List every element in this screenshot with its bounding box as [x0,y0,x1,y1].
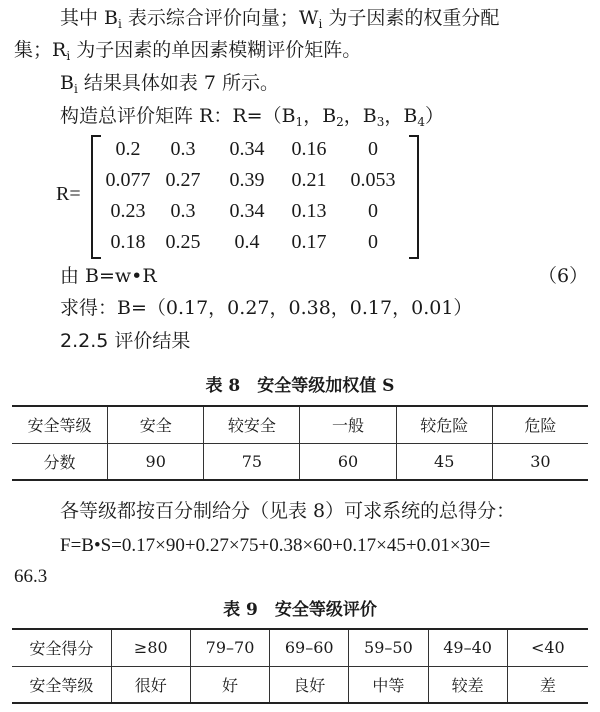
matrix-row [104,165,408,196]
subscript: i [318,17,323,31]
matrix-row [104,227,408,258]
matrix-cell: 0 [368,200,378,222]
table9-caption: 表 9 安全等级评价 [223,600,377,620]
text: 为子因素的权重分配 [322,7,500,29]
table8-caption: 表 8 安全等级加权值 S [205,376,395,396]
matrix-cell: 0.21 [291,169,327,191]
matrix-left-bracket [91,135,101,259]
matrix-cell: 0.17 [291,231,327,253]
table-cell: 45 [396,443,492,480]
formula-line-1: F=B•S=0.17×90+0.27×75+0.38×60+0.17×45+0.01×30= [60,535,491,556]
subscript: i [73,82,78,96]
formula-line-2: 66.3 [14,566,48,587]
table-cell: ≥80 [111,629,190,666]
subscript: 3 [376,115,385,129]
matrix-row [104,134,408,165]
table-cell: 75 [204,443,300,480]
matrix-cell: 0 [368,138,378,160]
table-cell: 较危险 [396,406,492,443]
matrix-cell: 0.16 [291,138,327,160]
text: 集；R [14,39,67,61]
text: B [60,72,74,94]
table-cell: 49–40 [428,629,507,666]
matrix-cell: 0.18 [110,231,146,253]
table-cell: 59–50 [349,629,428,666]
text: 为子因素的单因素模糊评价矩阵。 [70,39,362,61]
subscript: 1 [295,115,304,129]
table-row [12,629,588,666]
result-line: 求得：B=（0.17，0.27，0.38，0.17，0.01） [60,297,473,319]
table-cell: 良好 [270,666,349,703]
subscript: 4 [417,115,426,129]
table-cell: 很好 [111,666,190,703]
text: 其中 B [60,7,119,29]
matrix-cell: 0 [368,231,378,253]
table-cell: 安全等级 [12,666,111,703]
table-cell: 好 [190,666,269,703]
text: ，B [384,105,418,127]
table8 [12,405,588,481]
matrix-cell: 0.39 [229,169,265,191]
equation-number: （6） [538,265,589,287]
table-cell: 79–70 [190,629,269,666]
paragraph-total-score: 各等级都按百分制给分（见表 8）可求系统的总得分： [60,500,516,522]
table-cell: 安全得分 [12,629,111,666]
matrix-cell: 0.34 [229,200,265,222]
table9 [12,628,588,704]
table-cell: 较安全 [204,406,300,443]
subscript: i [66,49,71,63]
matrix-cell: 0.2 [115,138,141,160]
matrix-cell: 0.23 [110,200,146,222]
text: ，B [343,105,377,127]
matrix-table [104,134,408,258]
table-cell: 差 [507,666,588,703]
table-cell: 安全 [108,406,204,443]
table-row [12,443,588,480]
text: 结果具体如表 7 所示。 [77,72,280,94]
table-cell: 90 [108,443,204,480]
table-row [12,406,588,443]
table-cell: 危险 [492,406,588,443]
text: 表示综合评价向量；W [121,7,319,29]
matrix-right-bracket [409,135,419,259]
matrix-label: R= [56,183,81,205]
text: ，B [303,105,337,127]
table-cell: 中等 [349,666,428,703]
matrix-cell: 0.4 [234,231,260,253]
subscript: 2 [336,115,344,129]
text: ） [425,105,445,127]
section-heading: 2.2.5 评价结果 [60,330,191,352]
table-row [12,666,588,703]
table-cell: 69–60 [270,629,349,666]
matrix-cell: 0.34 [229,138,265,160]
equation-6: 由 B=w•R [60,265,157,287]
table-cell: <40 [507,629,588,666]
paragraph-bi-result [60,71,279,97]
table-cell: 30 [492,443,588,480]
matrix-cell: 0.053 [350,169,396,191]
matrix-cell: 0.3 [170,200,196,222]
subscript: i [118,17,122,31]
matrix-cell: 0.13 [291,200,327,222]
table-cell: 60 [300,443,396,480]
matrix-row [104,196,408,227]
table-cell: 一般 [300,406,396,443]
matrix-cell: 0.25 [165,231,201,253]
text: 构造总评价矩阵 R：R=（B [60,105,296,127]
paragraph-construct-matrix [60,104,444,130]
paragraph-line-1 [60,6,499,32]
table-cell: 安全等级 [12,406,108,443]
matrix-cell: 0.27 [165,169,201,191]
table-cell: 较差 [428,666,507,703]
paragraph-line-2 [14,38,361,64]
matrix-cell: 0.3 [170,138,196,160]
table-cell: 分数 [12,443,108,480]
matrix-cell: 0.077 [105,169,151,191]
